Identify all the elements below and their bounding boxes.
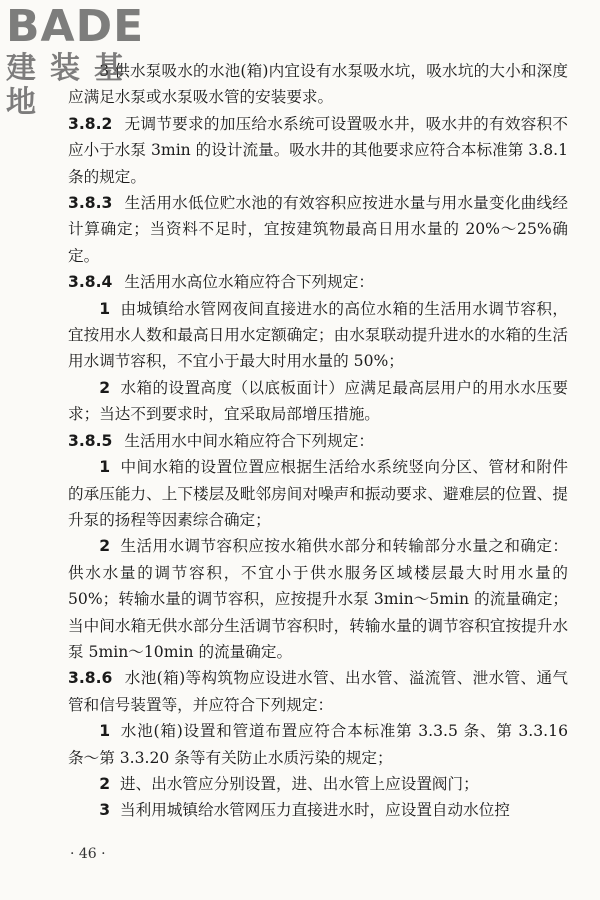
clause-number: 3.8.4 xyxy=(68,273,113,292)
item-number: 2 xyxy=(99,537,111,556)
item-number: 3 xyxy=(99,801,111,820)
clause-3-8-3 xyxy=(68,190,568,269)
list-item xyxy=(68,718,568,771)
clause-text: 生活用水低位贮水池的有效容积应按进水量与用水量变化曲线经计算确定；当资料不足时，宜按建筑物最高日用水量的 20%～25%确定。 xyxy=(68,194,568,265)
watermark-logo-chinese: 建装基地 xyxy=(6,51,138,120)
clause-number: 3.8.2 xyxy=(68,114,113,133)
clause-3-8-5 xyxy=(68,428,568,454)
document-body xyxy=(68,58,568,824)
item-number: 1 xyxy=(99,458,111,477)
clause-text: 生活用水高位水箱应符合下列规定： xyxy=(124,273,374,292)
clause-number: 3.8.5 xyxy=(68,431,113,450)
item-text: 由城镇给水管网夜间直接进水的高位水箱的生活用水调节容积，宜按用水人数和最高日用水定额确定；由水泵联动提升进水的水箱的生活用水调节容积，不宜小于最大时用水量的 50%； xyxy=(68,299,568,371)
clause-3-8-4 xyxy=(68,269,568,295)
list-item xyxy=(68,454,568,533)
list-item xyxy=(68,296,568,375)
list-item xyxy=(68,797,568,823)
list-item xyxy=(68,375,568,428)
list-item xyxy=(68,533,568,665)
clause-text: 水池(箱)等构筑物应设进水管、出水管、溢流管、泄水管、通气管和信号装置等，并应符合下列规定： xyxy=(68,669,568,714)
item-text: 进、出水管应分别设置，进、出水管上应设置阀门； xyxy=(120,774,479,793)
clause-text: 无调节要求的加压给水系统可设置吸水井，吸水井的有效容积不应小于水泵 3min 的设计流量。吸水井的其他要求应符合本标准第 3.8.1 条的规定。 xyxy=(68,114,568,186)
item-number: 2 xyxy=(99,378,111,397)
item-number: 1 xyxy=(99,299,111,318)
item-text: 中间水箱的设置位置应根据生活给水系统竖向分区、管材和附件的承压能力、上下楼层及毗邻房间对噪声和振动要求、避难层的位置、提升泵的扬程等因素综合确定； xyxy=(68,458,568,529)
clause-3-8-2 xyxy=(68,111,568,190)
clause-text: 生活用水中间水箱应符合下列规定： xyxy=(124,431,374,450)
item-number: 1 xyxy=(99,722,111,741)
item-text: 当利用城镇给水管网压力直接进水时，应设置自动水位控 xyxy=(120,801,510,820)
paragraph-text: 3 供水泵吸水的水池(箱)内宜设有水泵吸水坑，吸水坑的大小和深度应满足水泵或水泵吸水管的安装要求。 xyxy=(68,62,568,107)
list-item xyxy=(68,771,568,797)
item-text: 水池(箱)设置和管道布置应符合本标准第 3.3.5 条、第 3.3.16 条～第 3.3.20 条等有关防止水质污染的规定； xyxy=(68,722,568,767)
watermark-logo xyxy=(6,1,176,120)
page-number: · 46 · xyxy=(70,846,106,862)
clause-number: 3.8.6 xyxy=(68,669,113,688)
item-text: 水箱的设置高度（以底板面计）应满足最高层用户的用水水压要求；当达不到要求时，宜采取局部增压措施。 xyxy=(68,378,568,424)
clause-number: 3.8.3 xyxy=(68,194,113,213)
watermark-logo-latin: BADE xyxy=(6,1,145,52)
item-text: 生活用水调节容积应按水箱供水部分和转输部分水量之和确定：供水水量的调节容积，不宜小于供水服务区域楼层最大时用水量的 50%；转输水量的调节容积，应按提升水泵 3min～5min 的流量确定；当中间水箱无供水部分生活调节容积时，转输水量的调节容积宜按提升水泵 5min～10min 的流量确定。 xyxy=(68,537,568,661)
item-number: 2 xyxy=(99,774,111,793)
clause-3-8-6 xyxy=(68,665,568,718)
